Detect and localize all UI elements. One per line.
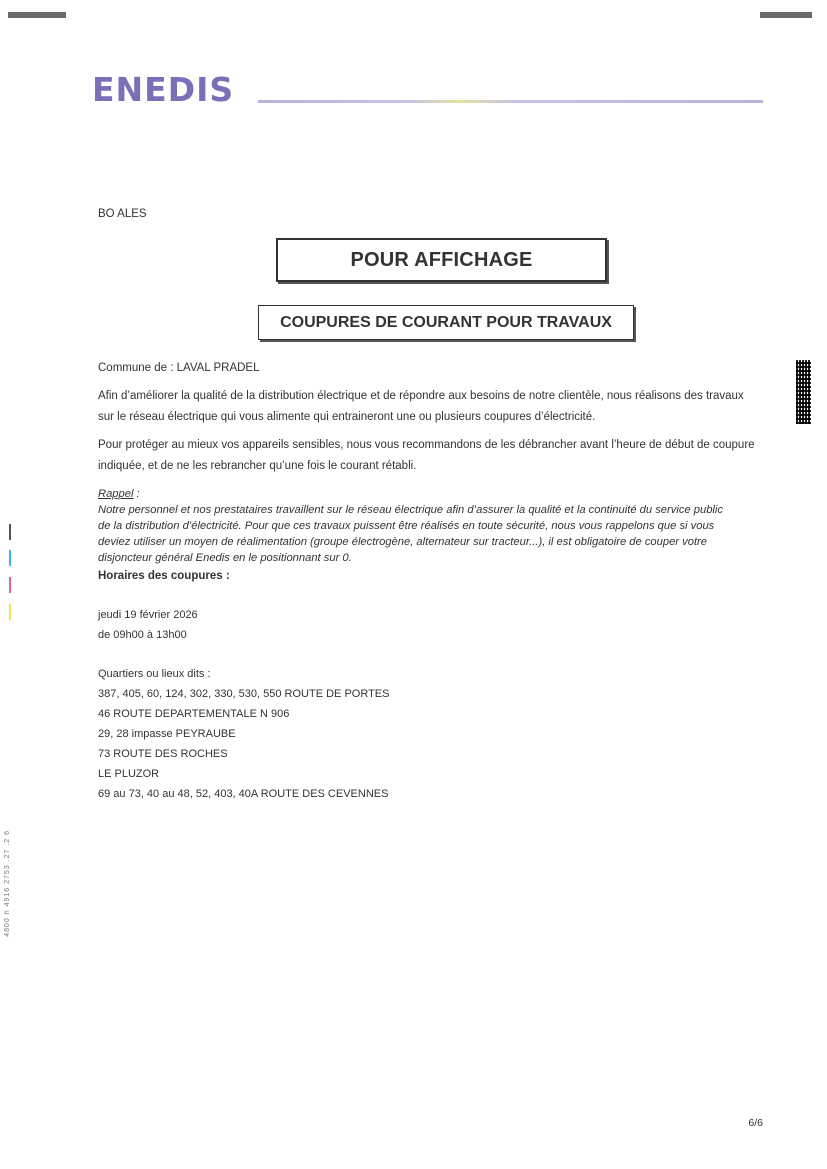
main-title: POUR AFFICHAGE: [350, 248, 533, 271]
rappel-block: [98, 486, 768, 566]
list-item: 387, 405, 60, 124, 302, 330, 530, 550 ROUTE DE PORTES: [98, 688, 390, 700]
paragraph-intro-line-2: sur le réseau électrique qui vous alimente qui entraineront une ou plusieurs coupures d’électricité.: [98, 411, 596, 423]
datamatrix-code: [796, 360, 811, 424]
enedis-logo: ENEDIS: [92, 70, 235, 109]
page-number: 6/6: [748, 1117, 763, 1129]
print-mark-magenta: [9, 577, 11, 593]
rappel-line-2: de la distribution d’électricité. Pour que ces travaux puissent être réalisés en toute sécurité, nous vous rappelons que si vous: [98, 520, 715, 532]
rappel-line-3: deviez utiliser un moyen de réalimentation (groupe électrogène, alternateur sur tracteur...), il est obligatoire de couper votre: [98, 536, 708, 548]
logo-divider-line: [258, 100, 763, 103]
paragraph-intro-line-1: Afin d’améliorer la qualité de la distribution électrique et de répondre aux besoins de notre clientèle, nous réalisons des travaux: [98, 390, 744, 402]
horaires-date: jeudi 19 février 2026: [98, 609, 198, 621]
list-item: LE PLUZOR: [98, 768, 160, 780]
commune-line: Commune de : LAVAL PRADEL: [98, 362, 260, 374]
rappel-label-suffix: :: [133, 488, 140, 500]
print-mark-yellow: [9, 604, 11, 620]
horaires-block: [98, 605, 198, 645]
list-item: 29, 28 impasse PEYRAUBE: [98, 728, 236, 740]
corner-mark-left: [8, 12, 66, 18]
rappel-heading: [98, 486, 768, 502]
paragraph-advice-line-2: indiquée, et de ne les rebrancher qu’une fois le courant rétabli.: [98, 460, 417, 472]
title-box-sub: [258, 305, 634, 340]
print-mark-cyan: [9, 550, 11, 566]
list-item: 73 ROUTE DES ROCHES: [98, 748, 228, 760]
quartiers-heading: Quartiers ou lieux dits :: [98, 668, 211, 680]
print-mark-black: [9, 524, 11, 540]
rappel-label: Rappel: [98, 488, 134, 500]
corner-mark-right: [760, 12, 812, 18]
list-item: 46 ROUTE DEPARTEMENTALE N 906: [98, 708, 290, 720]
quartiers-block: [98, 664, 389, 804]
horaires-time: de 09h00 à 13h00: [98, 629, 187, 641]
paragraph-intro: [98, 386, 768, 428]
sub-title: COUPURES DE COURANT POUR TRAVAUX: [280, 313, 612, 331]
paragraph-advice-line-1: Pour protéger au mieux vos appareils sensibles, nous vous recommandons de les débrancher avant l’heure de début de coupure: [98, 439, 755, 451]
paragraph-advice: [98, 435, 768, 477]
office-label: BO ALES: [98, 208, 147, 220]
rappel-line-1: Notre personnel et nos prestataires travaillent sur le réseau électrique afin d’assurer la qualité et la continuité du service public: [98, 504, 723, 516]
rappel-line-4: disjoncteur général Enedis en le positionnant sur 0.: [98, 552, 352, 564]
title-box-main: [276, 238, 607, 282]
list-item: 69 au 73, 40 au 48, 52, 403, 40A ROUTE DES CEVENNES: [98, 788, 389, 800]
side-reference-code: 4800 h 4916 2753 .27 .2 6: [4, 830, 11, 937]
horaires-heading: Horaires des coupures :: [98, 570, 230, 582]
